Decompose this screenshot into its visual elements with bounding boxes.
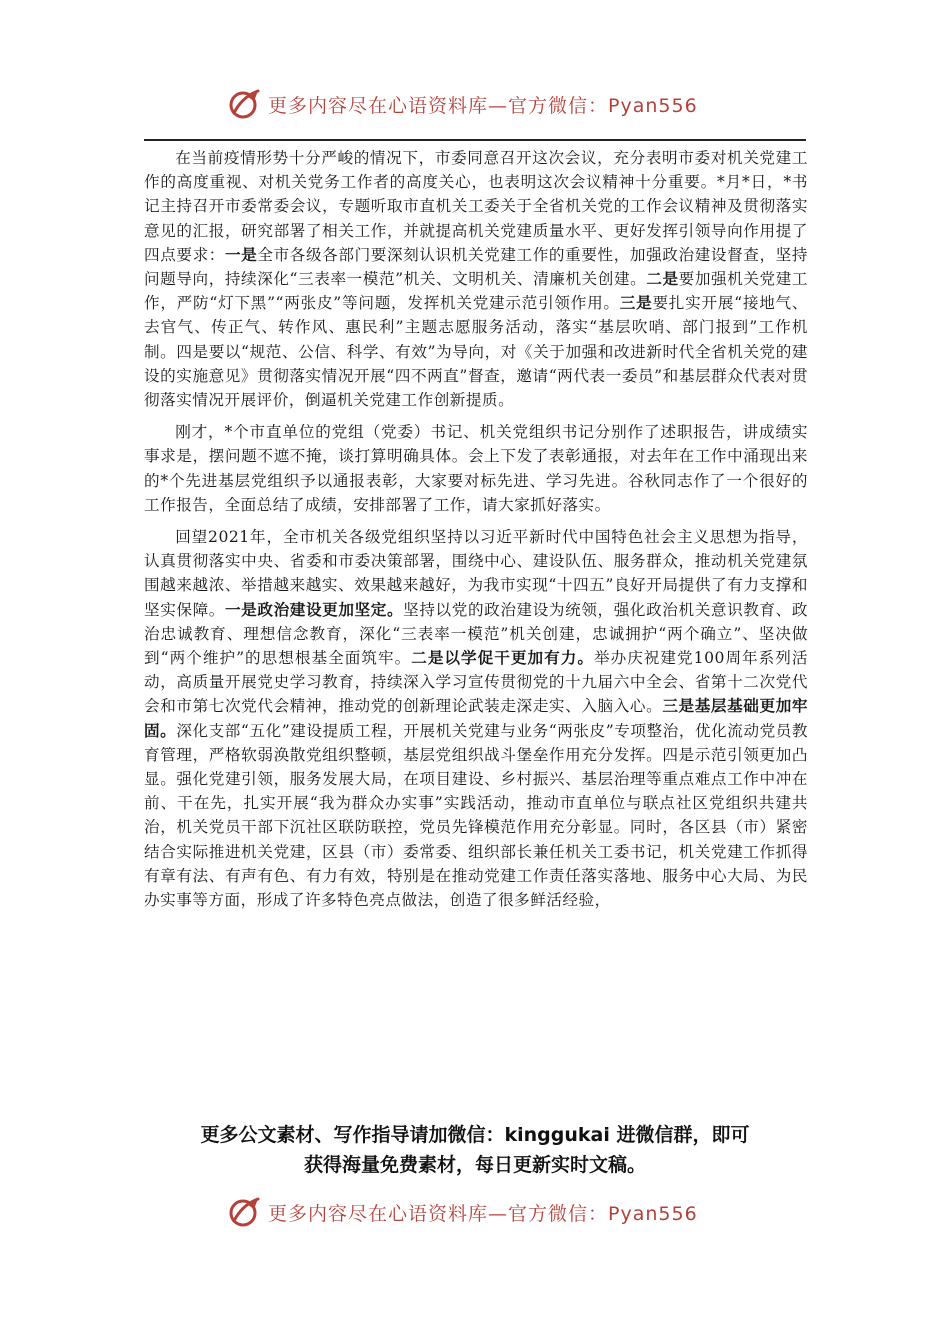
paragraph-3: 回望2021年，全市机关各级党组织坚持以习近平新时代中国特色社会主义思想为指导，认真贯彻落实中央、省委和市委决策部署，围绕中心、建设队伍、服务群众，推动机关党建氛围越来越浓、举措越来越实、效果越来越好，为我市实现“十四五”良好开局提供了有力支撑和坚实保障。一是政治建设更加坚定。坚持以党的政治建设为统领，强化政治机关意识教育、政治忠诚教育、理想信念教育，深化“三表率一模范”机关创建，忠诚拥护“两个确立”、坚决做到“两个维护”的思想根基全面筑牢。二是以学促干更加有力。举办庆祝建党100周年系列活动，高质量开展党史学习教育，持续深入学习宣传贯彻党的十九届六中全会、省第十二次党代会和市第七次党代会精神，推动党的创新理论武装走深走实、入脑入心。三是基层基础更加牢固。深化支部“五化”建设提质工程，开展机关党建与业务“两张皮”专项整治，优化流动党员教育管理，严格软弱涣散党组织整顿，基层党组织战斗堡垒作用充分发挥。四是示范引领更加凸显。强化党建引领，服务发展大局，在项目建设、乡村振兴、基层治理等重点难点工作中冲在前、干在先，扎实开展“我为群众办实事”实践活动，推动市直单位与联点社区党组织共建共治，机关党员干部下沉社区联防联控，党员先锋模范作用充分彰显。同时，各区县（市）紧密结合实际推进机关党建，区县（市）委常委、组织部长兼任机关工委书记，机关党建工作抓得有章有法、有声有色、有力有效，特别是在推动党建工作责任落实落地、服务中心大局、为民办实事等方面，形成了许多特色亮点做法，创造了很多鲜活经验， [144,528,808,910]
promo-line-1: 更多公文素材、写作指导请加微信：kinggukai 进微信群，即可 [200,1124,750,1146]
promo-notice [120,1120,830,1180]
header-divider [144,139,806,141]
promo-line-2: 获得海量免费素材，每日更新实时文稿。 [303,1154,646,1176]
paragraph-2: 刚才，*个市直单位的党组（党委）书记、机关党组织书记分别作了述职报告，讲成绩实事求是，摆问题不遮不掩，谈打算明确具体。会上下发了表彰通报，对去年在工作中涌现出来的*个先进基层党组织予以通报表彰，大家要对标先进、学习先进。谷秋同志作了一个很好的工作报告，全面总结了成绩，安排部署了工作，请大家抓好落实。 [144,423,808,514]
document-body [144,146,808,912]
brush-logo-icon [228,87,262,121]
footer-watermark [228,1192,698,1232]
brush-logo-icon [228,1195,262,1229]
footer-watermark-text: 更多内容尽在心语资料库—官方微信：Pyan556 [268,1202,698,1225]
paragraph-1: 在当前疫情形势十分严峻的情况下，市委同意召开这次会议，充分表明市委对机关党建工作的高度重视、对机关党务工作者的高度关心，也表明这次会议精神十分重要。*月*日，*书记主持召开市委常委会议，专题听取市直机关工委关于全省机关党的工作会议精神及贯彻落实意见的汇报，研究部署了相关工作，并就提高机关党建质量水平、更好发挥引领导向作用提了四点要求：一是全市各级各部门要深刻认识机关党建工作的重要性，加强政治建设督查，坚持问题导向，持续深化“三表率一模范”机关、文明机关、清廉机关创建。二是要加强机关党建工作，严防“灯下黑”“两张皮”等问题，发挥机关党建示范引领作用。三是要扎实开展“接地气、去官气、传正气、转作风、惠民利”主题志愿服务活动，落实“基层吹哨、部门报到”工作机制。四是要以“规范、公信、科学、有效”为导向，对《关于加强和改进新时代全省机关党的建设的实施意见》贯彻落实情况开展“四不两直”督查，邀请“两代表一委员”和基层群众代表对贯彻落实情况开展评价，倒逼机关党建工作创新提质。 [144,149,808,410]
header-watermark [228,84,698,124]
header-watermark-text: 更多内容尽在心语资料库—官方微信：Pyan556 [268,94,698,117]
